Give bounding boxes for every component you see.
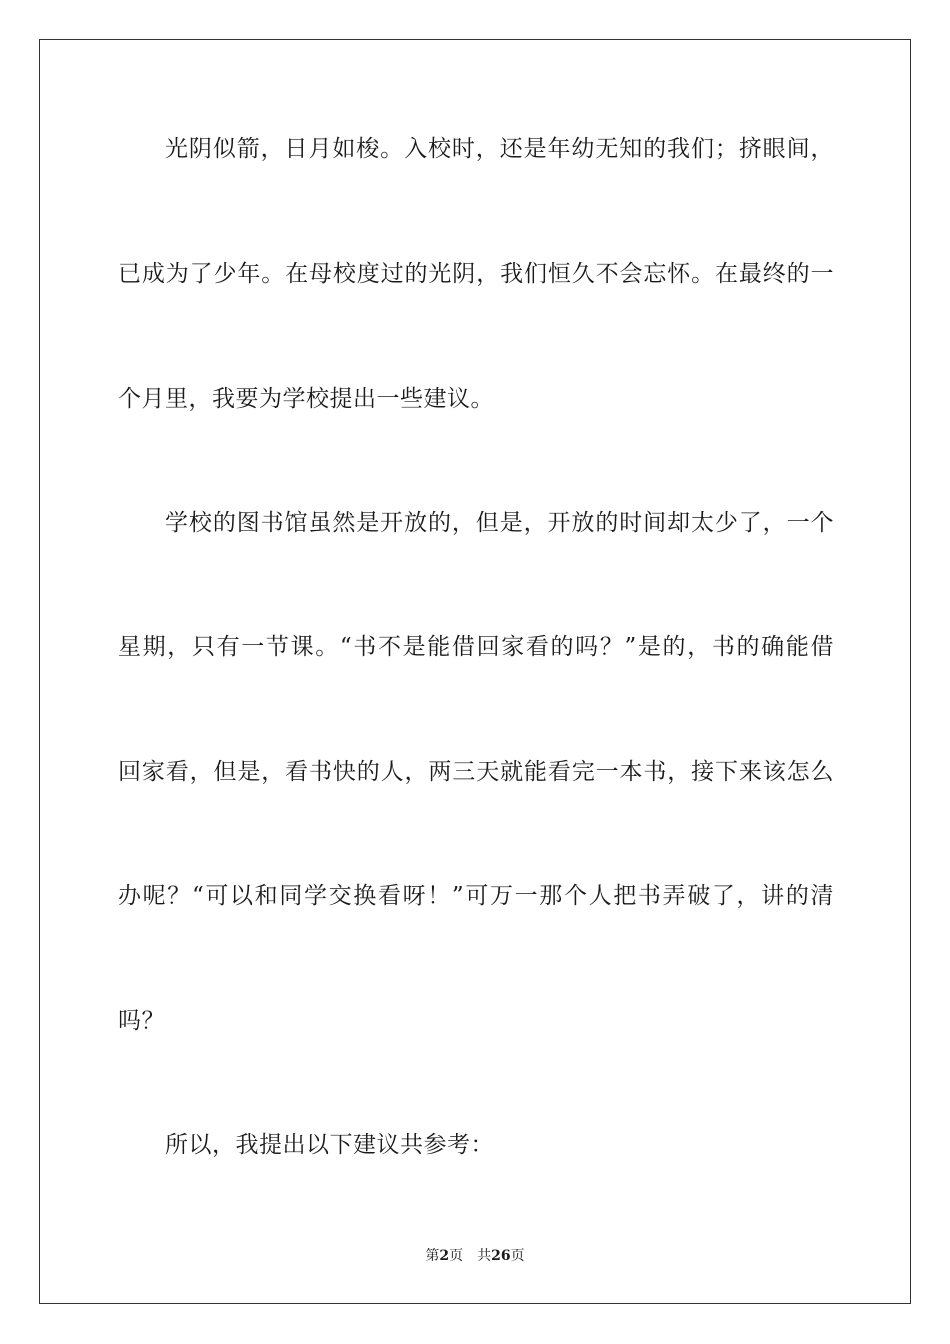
paragraph-line: 星期，只有一节课。“书不是能借回家看的吗？”是的，书的确能借 xyxy=(118,634,834,660)
paragraph-line: 回家看，但是，看书快的人，两三天就能看完一本书，接下来该怎么 xyxy=(118,759,834,785)
total-pages: 26 xyxy=(491,1248,511,1264)
page-number: 2 xyxy=(439,1248,450,1264)
total-suffix: 页 xyxy=(510,1248,525,1264)
page-border xyxy=(39,39,911,1304)
paragraph-line: 吗？ xyxy=(118,1008,165,1034)
total-prefix: 共 xyxy=(477,1248,492,1264)
page-footer xyxy=(0,1246,950,1266)
paragraph-line: 个月里，我要为学校提出一些建议。 xyxy=(118,386,494,412)
paragraph-line: 已成为了少年。在母校度过的光阴，我们恒久不会忘怀。在最终的一 xyxy=(118,261,834,287)
paragraph-line: 所以，我提出以下建议共参考： xyxy=(165,1132,494,1158)
paragraph-line: 学校的图书馆虽然是开放的，但是，开放的时间却太少了，一个 xyxy=(165,510,834,536)
page-suffix: 页 xyxy=(449,1248,464,1264)
page-prefix: 第 xyxy=(425,1248,440,1264)
paragraph-line: 办呢？“可以和同学交换看呀！”可万一那个人把书弄破了，讲的清 xyxy=(118,883,834,909)
paragraph-line: 光阴似箭，日月如梭。入校时，还是年幼无知的我们；挤眼间， xyxy=(165,136,834,162)
